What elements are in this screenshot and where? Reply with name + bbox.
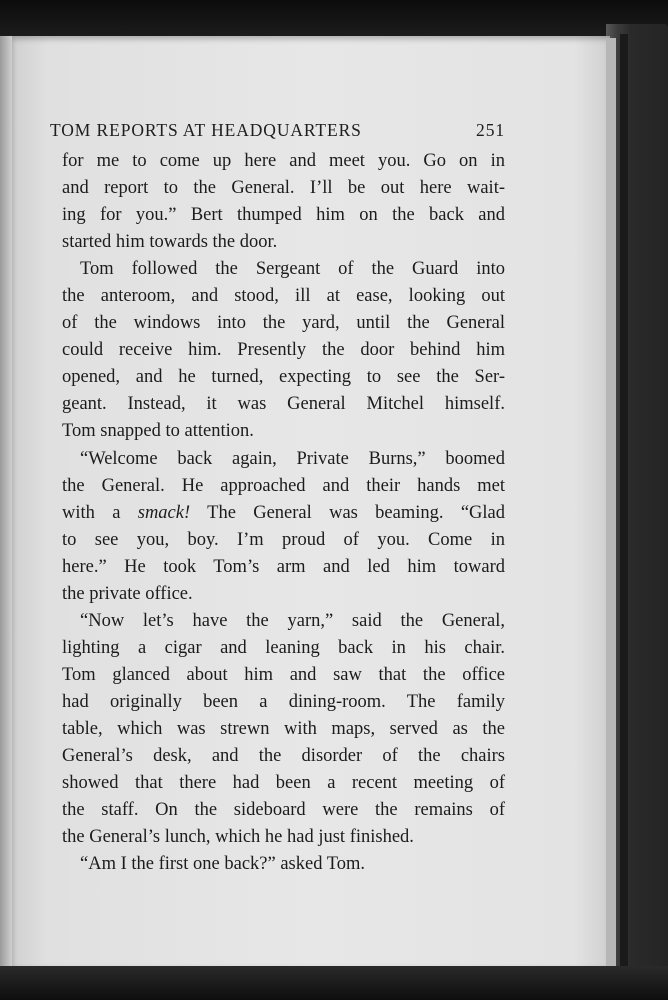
text-line: ing for you.” Bert thumped him on the back and: [62, 205, 505, 226]
text-line: for me to come up here and meet you. Go on in: [62, 151, 505, 171]
paragraph-start-line: “Am I the first one back?” asked Tom.: [80, 854, 366, 875]
book-cover-bottom: [0, 966, 668, 1000]
text-fragment: with a: [62, 502, 138, 523]
text-line: to see you, boy. I’m proud of you. Come in: [62, 529, 505, 550]
page-stack-edge: [606, 38, 616, 966]
text-line: table, which was strewn with maps, served as the: [62, 718, 505, 739]
text-line: geant. Instead, it was General Mitchel himself.: [62, 394, 505, 415]
paragraph-start-line: “Welcome back again, Private Burns,” boomed: [80, 448, 505, 469]
paragraph-end-line: the General’s lunch, which he had just finished.: [62, 827, 414, 848]
page-number: 251: [476, 120, 505, 140]
text-line: Tom glanced about him and saw that the office: [62, 664, 505, 685]
text-line: and report to the General. I’ll be out here wait-: [62, 178, 505, 199]
text-line: the General. He approached and their hands met: [62, 475, 505, 496]
paragraph-end-line: started him towards the door.: [62, 232, 278, 253]
text-fragment: The General was beaming. “Glad: [190, 502, 505, 523]
text-line: showed that there had been a recent meeting of: [62, 773, 505, 794]
text-line: [62, 500, 505, 527]
facing-page-edge: [0, 36, 12, 976]
text-line: of the windows into the yard, until the General: [62, 313, 505, 334]
text-line: had originally been a dining-room. The family: [62, 691, 505, 712]
text-line: could receive him. Presently the door behind him: [62, 340, 505, 361]
text-line: lighting a cigar and leaning back in his chair.: [62, 637, 505, 658]
text-line: here.” He took Tom’s arm and led him toward: [62, 556, 505, 577]
text-line: General’s desk, and the disorder of the chairs: [62, 746, 505, 767]
running-head: [50, 120, 505, 144]
body-text: [62, 148, 505, 878]
text-line: the anteroom, and stood, ill at ease, looking out: [62, 286, 505, 307]
paragraph-start-line: Tom followed the Sergeant of the Guard into: [80, 259, 505, 280]
text-line: the staff. On the sideboard were the remains of: [62, 800, 505, 821]
running-head-title: TOM REPORTS AT HEADQUARTERS: [50, 120, 362, 140]
paragraph-end-line: Tom snapped to attention.: [62, 421, 254, 442]
paragraph-end-line: the private office.: [62, 583, 193, 604]
emphasized-word: smack!: [137, 502, 191, 523]
cover-spine-edge: [620, 34, 628, 974]
paragraph-start-line: “Now let’s have the yarn,” said the General,: [80, 610, 505, 631]
text-line: opened, and he turned, expecting to see the Ser-: [62, 367, 505, 388]
